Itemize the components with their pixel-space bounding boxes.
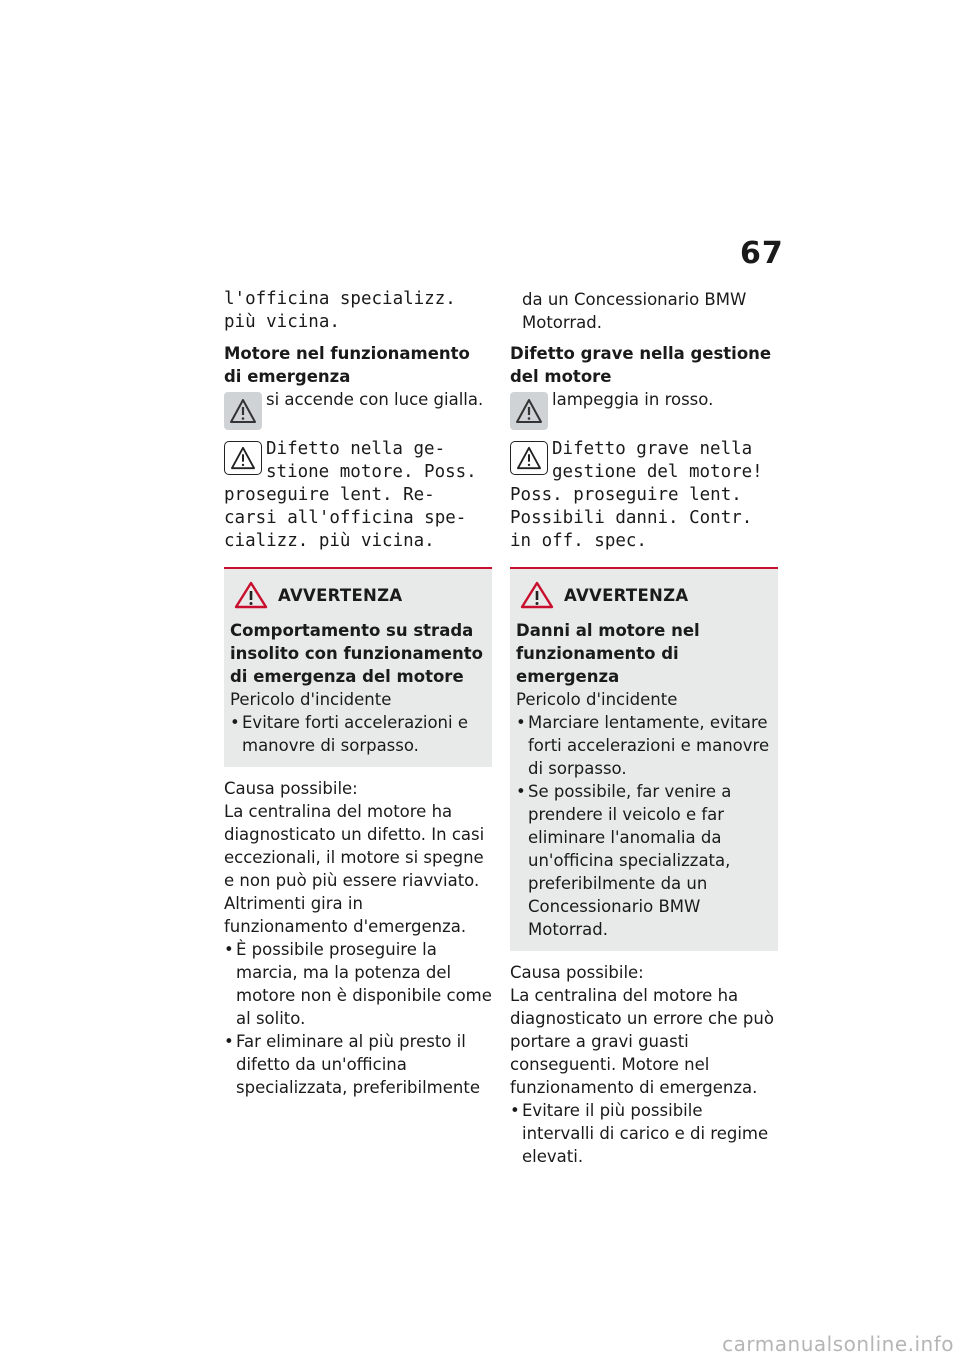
cause-text: Causa possibile: La centralina del motore ha diagnosticato un difetto. In casi eccezionali, il motore si spegne e non può più essere riavviato. Altrimenti gira in funzionamento d'emergenza. <box>224 779 485 936</box>
section-heading-serious-fault: Difetto grave nella gestione del motore <box>510 344 772 386</box>
indicator-row <box>510 388 778 430</box>
warning-triangle-icon <box>234 581 268 609</box>
list-item: • Far eliminare al più presto il difetto da un'officina specializzata, preferibilmente <box>224 1030 492 1099</box>
display-message-first: Difetto grave nella gestione del motore! <box>552 439 763 482</box>
right-column <box>510 288 778 1168</box>
display-message-first: Difetto nella ge- stione motore. Poss. <box>266 439 477 482</box>
warning-light-icon <box>224 392 262 430</box>
warning-subtitle: Pericolo d'incidente <box>230 690 392 709</box>
warning-title <box>520 581 772 609</box>
indicator-text: si accende con luce gialla. <box>266 390 484 409</box>
warning-heading: Comportamento su strada insolito con funzionamento di emergenza del motore <box>230 621 483 686</box>
warning-box <box>510 567 778 951</box>
display-message <box>224 438 492 553</box>
indicator-text: lampeggia in rosso. <box>552 390 714 409</box>
display-warning-icon <box>510 441 548 475</box>
display-message-rest: Poss. proseguire lent. Possibili danni. Contr. in off. spec. <box>510 485 753 551</box>
list-item: • Evitare il più possibile intervalli di carico e di regime elevati. <box>510 1099 778 1168</box>
continued-text: da un Concessionario BMW Motorrad. <box>522 290 747 332</box>
section-heading-emergency-mode: Motore nel funzionamento di emergenza <box>224 344 470 386</box>
warning-title-text: AVVERTENZA <box>564 585 689 605</box>
cause-text: Causa possibile: La centralina del motore ha diagnosticato un errore che può portare a gravi guasti conseguenti. Motore nel funzionamento di emergenza. <box>510 963 774 1097</box>
watermark: carmanualsonline.info <box>722 1332 954 1356</box>
continued-message: l'officina specializz. più vicina. <box>224 289 456 332</box>
list-item: • È possibile proseguire la marcia, ma la potenza del motore non è disponibile come al solito. <box>224 938 492 1030</box>
page-number: 67 <box>740 236 784 271</box>
left-column <box>224 288 492 1099</box>
warning-triangle-icon <box>520 581 554 609</box>
warning-light-icon <box>510 392 548 430</box>
warning-heading: Danni al motore nel funzionamento di emergenza <box>516 621 700 686</box>
warning-item: • Se possibile, far venire a prendere il veicolo e far eliminare l'anomalia da un'officina specializzata, preferibilmente da un Concessionario BMW Motorrad. <box>516 780 772 941</box>
display-message <box>510 438 778 553</box>
warning-item: • Marciare lentamente, evitare forti accelerazioni e manovre di sorpasso. <box>516 711 772 780</box>
warning-title-text: AVVERTENZA <box>278 585 403 605</box>
display-warning-icon <box>224 441 262 475</box>
warning-box <box>224 567 492 767</box>
warning-title <box>234 581 486 609</box>
warning-item: • Evitare forti accelerazioni e manovre di sorpasso. <box>230 711 486 757</box>
warning-subtitle: Pericolo d'incidente <box>516 690 678 709</box>
indicator-row <box>224 388 492 430</box>
display-message-rest: proseguire lent. Re- carsi all'officina spe- cializz. più vicina. <box>224 485 467 551</box>
